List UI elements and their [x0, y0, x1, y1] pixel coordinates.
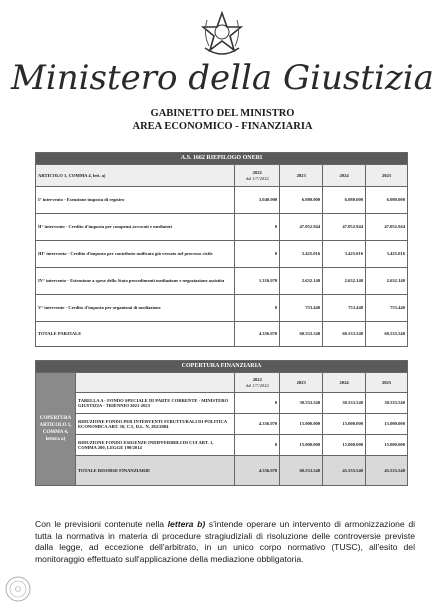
- total-row: TOTALE PARZIALE 4.356.070 60.533.540 60.533.540 60.533.540: [36, 322, 408, 347]
- column-header: 2022 dal 1/7/2022: [235, 165, 280, 187]
- table-row: TABELLA A - FONDO SPECIALE DI PARTE CORRENTE - MINISTERO GIUSTIZIA - TRIENNIO 2021-2023 0 30.533.540 30.533.540 30.533.540: [36, 393, 408, 414]
- column-header: 2024: [323, 373, 366, 393]
- body-paragraph: Con le previsioni contenute nella lettera b) s'intende operare un intervento di armonizzazione di tutta la normativa in materia di procedure stragiudiziali di risoluzione delle controversie previste dalla legge, ad eccezione dell'arbitrato, in un unico corpo normativo (TUSC), all'esito del monitoraggio effettuato sull'applicazione della mediazione obbligatoria.: [35, 519, 416, 564]
- table-row: I° intervento - Esenzione imposta di registro 3.040.000 6.080.000 6.080.000 6.080.000: [36, 187, 408, 214]
- emphasis: lettera b): [167, 519, 206, 529]
- column-header: 2023: [280, 373, 323, 393]
- table-row: RIDUZIONE FONDO PER INTERVENTI STRUTTURALI DI POLITICA ECONOMICA ART. 10, C.5, D.L. N. 282/2004 4.356.070 15.000.000 15.000.000 15.000.000: [36, 414, 408, 435]
- column-header: 2024: [323, 165, 366, 187]
- stamp-icon: [4, 575, 32, 603]
- column-header: ARTICOLO 1, COMMA 4, lett. a): [36, 165, 235, 187]
- ministry-title: Ministero della Giustizia: [11, 58, 434, 98]
- table-row: IV° intervento - Estensione a spese dello Stato procedimenti mediazione e negoziazione assistita 1.316.070 2.632.140 2.632.140 2.632.140: [36, 268, 408, 295]
- cabinet-heading: GABINETTO DEL MINISTRO: [150, 108, 295, 119]
- area-heading: AREA ECONOMICO - FINANZIARIA: [132, 121, 313, 132]
- total-row: TOTALE RISORSE FINANZIARIE 4.356.070 60.533.540 45.533.540 45.533.540: [36, 456, 408, 486]
- emblem-icon: [201, 10, 243, 56]
- table-row: III° intervento - Credito d'imposta per contributo unificato già versato nel processo civile 0 3.425.016 3.425.016 3.425.016: [36, 241, 408, 268]
- copertura-side-label: COPERTURA ARTICOLO 1, COMMA 4, lettera a): [36, 373, 76, 486]
- table-row: II° intervento - Credito d'imposta per compensi avvocati e mediatori 0 47.052.944 47.052.944 47.052.944: [36, 214, 408, 241]
- copertura-table: [35, 360, 408, 486]
- column-header: 2022 dal 1/7/2022: [235, 373, 280, 393]
- table-banner: A.S. 1662 RIEPILOGO ONERI: [36, 153, 408, 165]
- table-banner: COPERTURA FINANZIARIA: [36, 361, 408, 373]
- table-row: RIDUZIONE FONDO ESIGENZE INDIFFERIBILI DI CUI ART. 1, COMMA 200, LEGGE 190/2014 0 15.000.000 15.000.000 15.000.000: [36, 435, 408, 456]
- column-header: 2025: [366, 373, 408, 393]
- table-row: V° intervento - Credito d'imposta per organismi di mediazione 0 753.440 753.440 753.440: [36, 295, 408, 322]
- column-header: 2023: [280, 165, 323, 187]
- column-header: [75, 373, 234, 393]
- oneri-table: [35, 152, 408, 347]
- column-header: 2025: [366, 165, 408, 187]
